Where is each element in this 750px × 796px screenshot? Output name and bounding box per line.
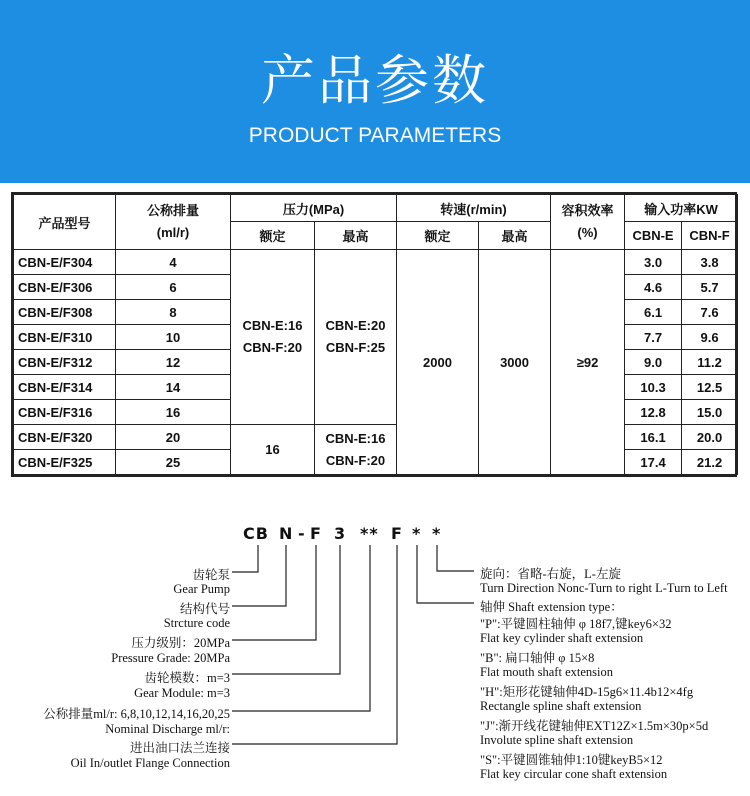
label-displacement-zh: 公称排量ml/r: 6,8,10,12,14,16,20,25	[43, 707, 230, 721]
label-shaft-b-en: Flat mouth shaft extension	[480, 665, 613, 679]
row-displacement: 8	[116, 300, 231, 325]
power-e: 7.7	[625, 325, 682, 350]
row-model: CBN-E/F304	[14, 250, 116, 275]
label-shaft-j-zh: "J":渐开线花键轴伸EXT12Z×1.5m×30p×5d	[480, 719, 709, 733]
row-model: CBN-E/F320	[14, 425, 116, 450]
power-e: 12.8	[625, 400, 682, 425]
row-displacement: 16	[116, 400, 231, 425]
label-flange-en: Oil In/outlet Flange Connection	[70, 756, 230, 770]
power-f: 20.0	[682, 425, 738, 450]
power-f: 7.6	[682, 300, 738, 325]
row-model: CBN-E/F306	[14, 275, 116, 300]
row-model: CBN-E/F308	[14, 300, 116, 325]
label-shaft-p-zh: "P":平键圆柱轴伸 φ 18f7,键key6×32	[480, 617, 672, 631]
label-shaft-s-zh: "S":平键圆锥轴伸1:10键keyB5×12	[480, 753, 663, 767]
power-e: 10.3	[625, 375, 682, 400]
power-f: 15.0	[682, 400, 738, 425]
power-f: 12.5	[682, 375, 738, 400]
label-shaft-h-zh: "H":矩形花键轴伸4D-15g6×11.4b12×4fg	[480, 685, 694, 699]
header-displacement: 公称排量 (ml/r)	[116, 195, 231, 250]
power-f: 9.6	[682, 325, 738, 350]
power-e: 17.4	[625, 450, 682, 475]
label-gear-pump-zh: 齿轮泵	[192, 568, 230, 582]
label-shaft-p-en: Flat key cylinder shaft extension	[480, 631, 644, 645]
label-module-en: Gear Module: m=3	[134, 686, 230, 700]
label-pressure-zh: 压力级别：20MPa	[131, 636, 230, 650]
label-shaft-j-en: Involute spline shaft extension	[480, 733, 634, 747]
row-model: CBN-E/F314	[14, 375, 116, 400]
label-flange-zh: 进出油口法兰连接	[129, 741, 230, 755]
label-pressure-en: Pressure Grade: 20MPa	[111, 651, 230, 665]
header-model: 产品型号	[14, 195, 116, 250]
header-power: 输入功率KW	[625, 195, 738, 222]
row-model: CBN-E/F316	[14, 400, 116, 425]
code-f: F	[310, 524, 322, 543]
power-e: 4.6	[625, 275, 682, 300]
header-pressure-max: 最高	[315, 222, 397, 250]
label-module-zh: 齿轮模数：m=3	[144, 671, 230, 685]
header-pressure: 压力(MPa)	[231, 195, 397, 222]
row-model: CBN-E/F310	[14, 325, 116, 350]
power-f: 5.7	[682, 275, 738, 300]
banner-title-zh: 产品参数	[261, 49, 489, 112]
row-displacement: 12	[116, 350, 231, 375]
label-turn-en: Turn Direction Nonc-Turn to right L-Turn to Left	[480, 581, 728, 595]
header-efficiency: 容积效率 (%)	[551, 195, 625, 250]
power-e: 6.1	[625, 300, 682, 325]
header-power-f: CBN-F	[682, 222, 738, 250]
power-f: 21.2	[682, 450, 738, 475]
code-stars: **	[360, 524, 379, 543]
code-cb: CB	[243, 524, 269, 543]
power-f: 11.2	[682, 350, 738, 375]
label-structure-zh: 结构代号	[179, 602, 230, 616]
row-displacement: 10	[116, 325, 231, 350]
power-e: 3.0	[625, 250, 682, 275]
code-n: N	[279, 524, 294, 543]
max-pressure-group2: CBN-E:16 CBN-F:20	[315, 425, 397, 475]
row-displacement: 20	[116, 425, 231, 450]
label-shaft-h-en: Rectangle spline shaft extension	[480, 699, 642, 713]
row-model: CBN-E/F325	[14, 450, 116, 475]
max-speed: 3000	[479, 250, 551, 475]
row-displacement: 4	[116, 250, 231, 275]
label-shaft-s-en: Flat key circular cone shaft extension	[480, 767, 668, 781]
row-model: CBN-E/F312	[14, 350, 116, 375]
code-star2: *	[432, 524, 442, 543]
header-speed-max: 最高	[479, 222, 551, 250]
label-structure-en: Strcture code	[163, 616, 230, 630]
max-pressure-group1: CBN-E:20 CBN-F:25	[315, 250, 397, 425]
header-pressure-rated: 额定	[231, 222, 315, 250]
label-shaft-b-zh: "B": 扁口轴伸 φ 15×8	[480, 651, 595, 665]
label-turn-zh: 旋向：省略-右旋，L-左旋	[480, 567, 621, 581]
label-displacement-en: Nominal Discharge ml/r:	[105, 722, 230, 736]
code-star1: *	[412, 524, 422, 543]
header-power-e: CBN-E	[625, 222, 682, 250]
label-shaft-type: 轴伸 Shaft extension type：	[480, 600, 623, 614]
code-dash: -	[298, 524, 306, 543]
label-gear-pump-en: Gear Pump	[173, 582, 230, 596]
row-displacement: 25	[116, 450, 231, 475]
power-e: 16.1	[625, 425, 682, 450]
power-e: 9.0	[625, 350, 682, 375]
row-displacement: 6	[116, 275, 231, 300]
header-speed: 转速(r/min)	[397, 195, 551, 222]
code-3: 3	[334, 524, 347, 543]
rated-pressure-group1: CBN-E:16 CBN-F:20	[231, 250, 315, 425]
banner-title-en: PRODUCT PARAMETERS	[248, 124, 502, 147]
code-f2: F	[391, 524, 403, 543]
rated-speed: 2000	[397, 250, 479, 475]
header-speed-rated: 额定	[397, 222, 479, 250]
rated-pressure-group2: 16	[231, 425, 315, 475]
volumetric-efficiency: ≥92	[551, 250, 625, 475]
row-displacement: 14	[116, 375, 231, 400]
power-f: 3.8	[682, 250, 738, 275]
